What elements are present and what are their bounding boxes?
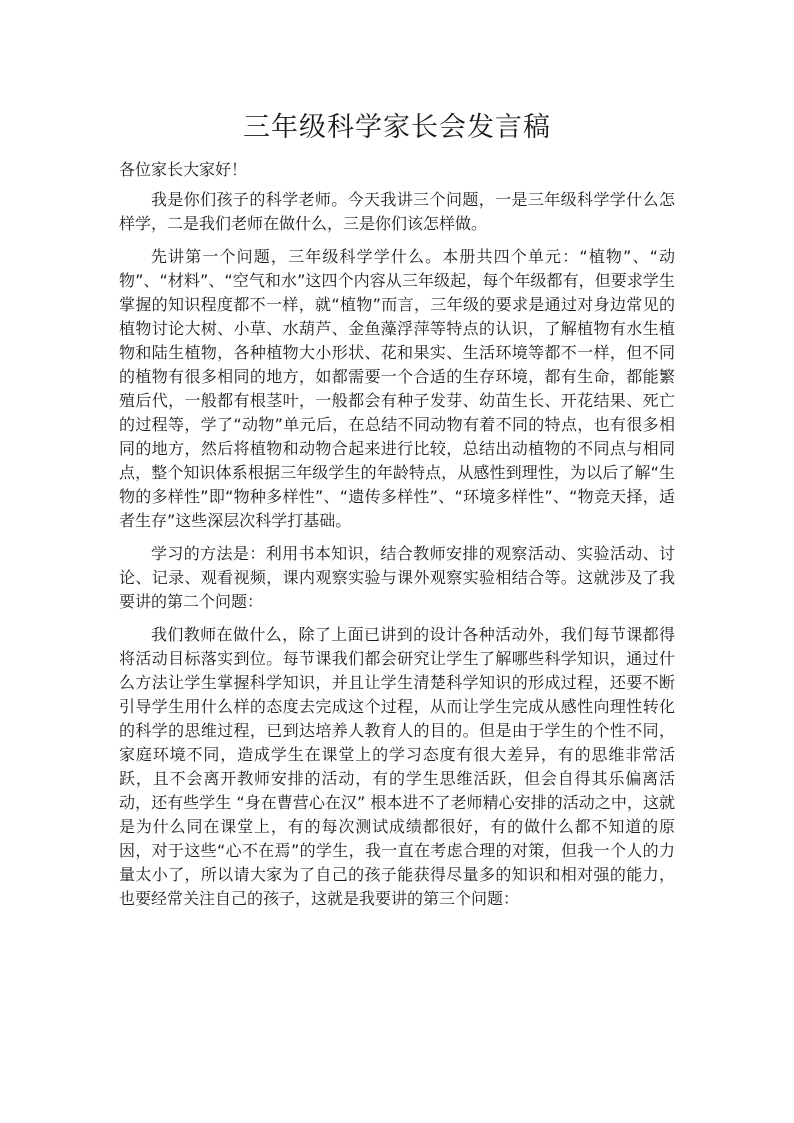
page-title: 三年级科学家长会发言稿 <box>243 112 551 143</box>
greeting: 各位家长大家好！ <box>119 160 248 179</box>
paragraph-learning-method: 学习的方法是：利用书本知识，结合教师安排的观察活动、实验活动、讨论、记录、观看视频，课内观察实验与课外观察实验相结合等。这就涉及了我要讲的第二个问题： <box>119 544 675 611</box>
paragraph-intro: 我是你们孩子的科学老师。今天我讲三个问题，一是三年级科学学什么怎样学，二是我们老师在做什么，三是你们该怎样做。 <box>119 190 675 233</box>
paragraph-first-question: 先讲第一个问题，三年级科学学什么。本册共四个单元：“植物”、“动物”、“材料”、“空气和水”这四个内容从三年级起，每个年级都有，但要求学生掌握的知识程度都不一样，就“植物”而言，三年级的要求是通过对身边常见的植物讨论大树、小草、水葫芦、金鱼藻浮萍等特点的认识，了解植物有水生植物和陆生植物，各种植物大小形状、花和果实、生活环境等都不一样，但不同的植物有很多相同的地方，如都需要一个合适的生存环境，都有生命，都能繁殖后代，一般都有根茎叶，一般都会有种子发芽、幼苗生长、开花结果、死亡的过程等，学了“动物”单元后，在总结不同动物有着不同的特点，也有很多相同的地方，然后将植物和动物合起来进行比较，总结出动植物的不同点与相同点，整个知识体系根据三年级学生的年龄特点，从感性到理性，为以后了解“生物的多样性”即“物种多样性”、“遗传多样性”、“环境多样性”、“物竞天择，适者生存”这些深层次科学打基础。 <box>119 247 675 530</box>
paragraph-teacher-work: 我们教师在做什么，除了上面已讲到的设计各种活动外，我们每节课都得将活动目标落实到位。每节课我们都会研究让学生了解哪些科学知识，通过什么方法让学生掌握科学知识，并且让学生清楚科学知识的形成过程，还要不断引导学生用什么样的态度去完成这个过程，从而让学生完成从感性向理性转化的科学的思维过程，已到达培养人教育人的目的。但是由于学生的个性不同，家庭环境不同，造成学生在课堂上的学习态度有很大差异，有的思维非常活跃，且不会离开教师安排的活动，有的学生思维活跃，但会自得其乐偏离活动，还有些学生 “身在曹营心在汉” 根本进不了老师精心安排的活动之中，这就是为什么同在课堂上，有的每次测试成绩都很好，有的做什么都不知道的原因，对于这些“心不在焉”的学生，我一直在考虑合理的对策，但我一个人的力量太小了，所以请大家为了自己的孩子能获得尽量多的知识和相对强的能力，也要经常关注自己的孩子，这就是我要讲的第三个问题： <box>119 625 675 908</box>
document-body <box>119 158 675 920</box>
